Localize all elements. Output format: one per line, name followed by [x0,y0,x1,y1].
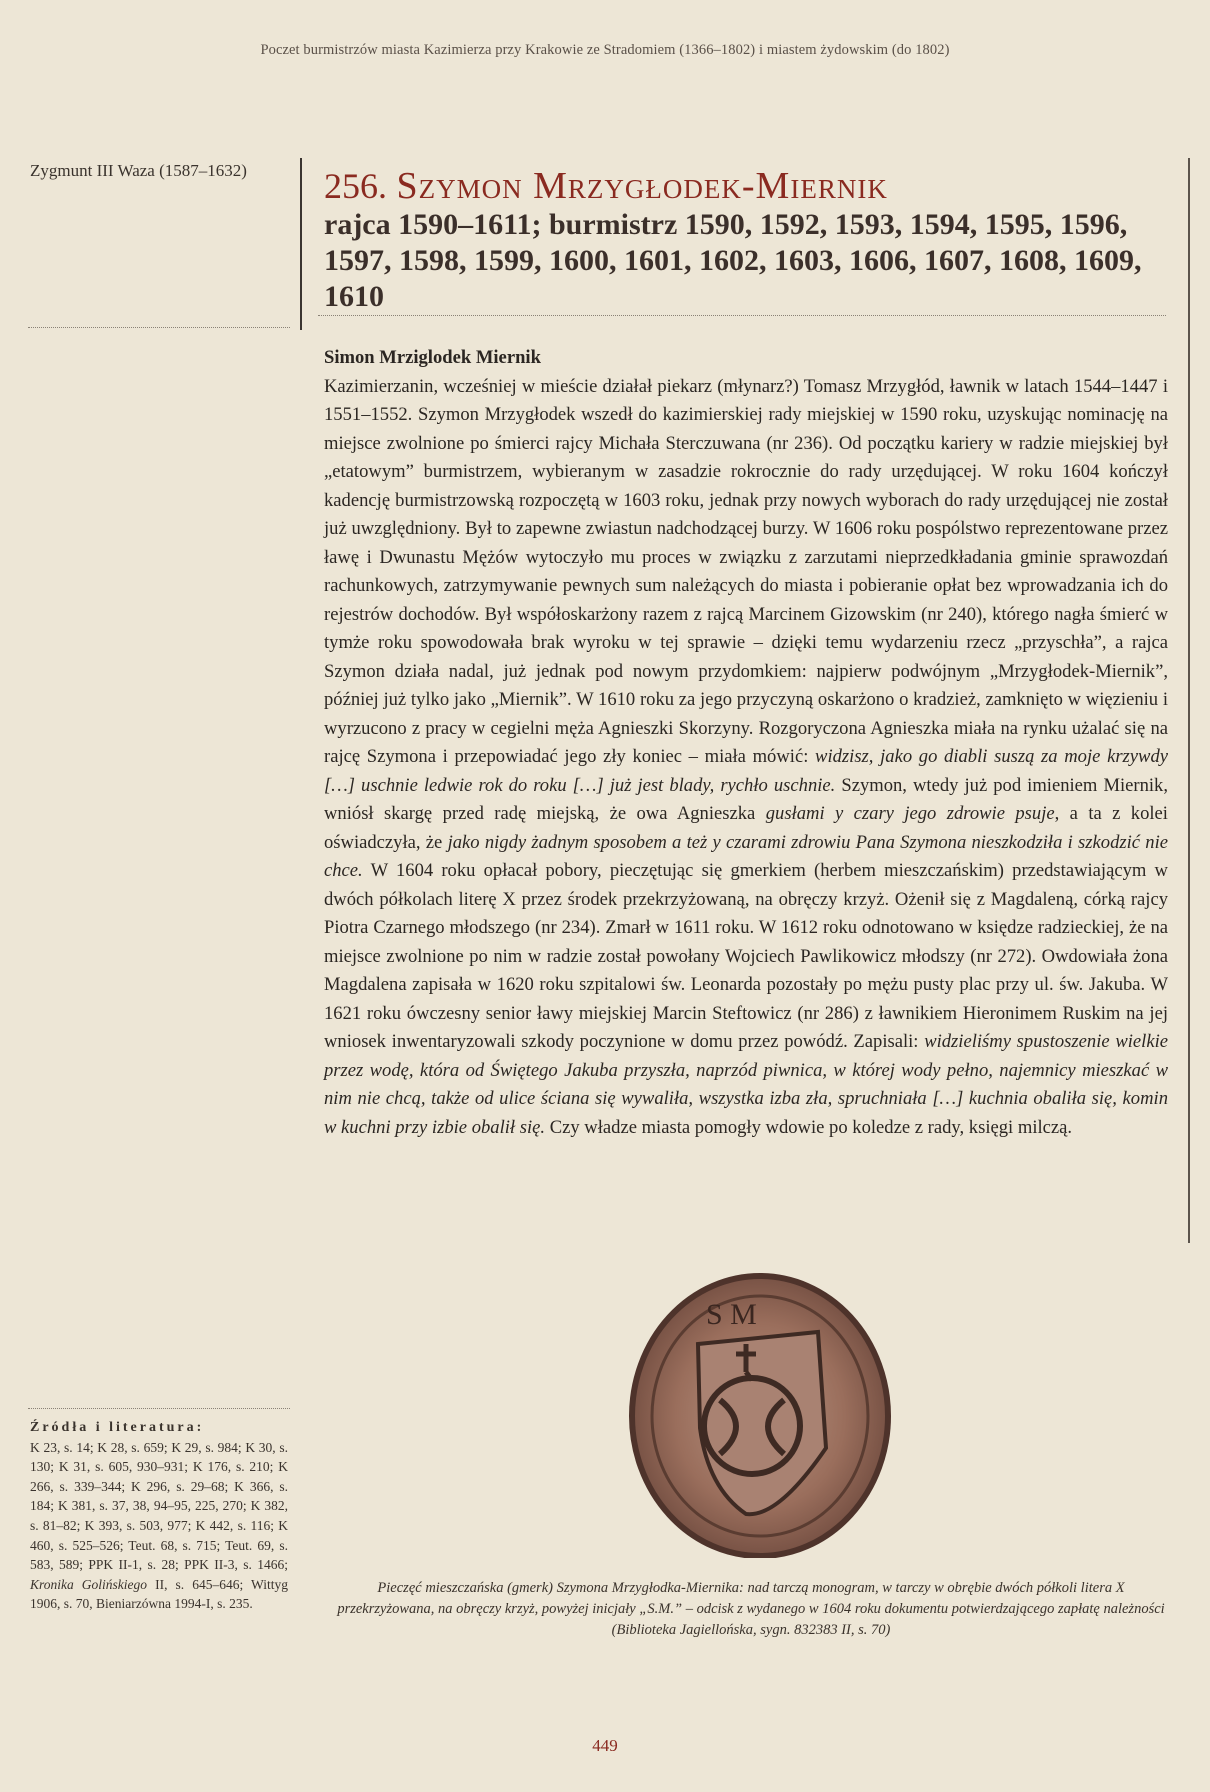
sources-part: K 23, s. 14; K 28, s. 659; K 29, s. 984; K 30, s. 130; K 31, s. 605, 930–931; K 176, s. 210; K 266, s. 339–344; K 296, s. 29–68; K 366, s. 184; K 381, s. 37, 38, 94–95, 225, 270; K 382, s. 81–82; K 393, s. 503, 977; K 442, s. 116; K 460, s. 525–526; Teut. 68, s. 715; Teut. 69, s. 583, 589; PPK II-1, s. 28; PPK II-3, s. 1466; [30,1439,288,1573]
biography-paragraph [324,373,1168,1143]
sources-part: Kronika Golińskiego [30,1576,148,1592]
sources-title: Źródła i literatura: [30,1420,205,1435]
biography-part: Szymon, wtedy już pod imieniem Miernik, wniósł skargę przed radę miejską, że owa Agnieszka [324,774,1168,824]
entry-name: Szymon Mrzygłodek-Miernik [396,165,888,207]
figure-caption [330,1578,1172,1641]
seal-monogram: S M [706,1298,757,1331]
running-head: Poczet burmistrzów miasta Kazimierza przy Krakowie ze Stradomiem (1366–1802) i miastem żydowskim (do 1802) [260,42,950,58]
title-rule [300,158,302,330]
biography-part: widzieliśmy spustoszenie wielkie przez wodę, która od Świętego Jakuba przyszła, naprzód piwnica, w której wody pełno, najemnicy mieszkać w nim nie chcą, także od ulice ściana się wywaliła, wszystka izba zła, spruchniała […] kuchnia obaliła się, komin w kuchni przy izbie obalił się. [324,1031,1168,1138]
seal-image [628,1268,892,1558]
biography-part: gusłami y czary jego zdrowie psuje [765,803,1055,824]
caption-part: Biblioteka Jagiellońska, sygn. 832383 II, s. 70 [616,1622,886,1638]
entry-number: 256. [324,166,387,206]
caption-part: ) [885,1622,891,1638]
sources-part: II, s. 645–646; Wittyg 1906, s. 70, Bieniarzówna 1994-I, s. 235. [30,1576,288,1612]
biography-part: Kazimierzanin, wcześniej w mieście działał piekarz (młynarz?) Tomasz Mrzygłód, ławnik w latach 1544–1447 i 1551–1552. Szymon Mrzygłodek wszedł do kazimierskiej rady miejskiej w 1590 roku, uzyskując nominację na miejsce zwolnione po śmierci rajcy Michała Sterczuwana (nr 236). Od początku kariery w radzie miejskiej był „etatowym” burmistrzem, wybieranym w zasadzie rokrocznie do rady urzędującej. W roku 1604 kończył kadencję burmistrzowską rozpoczętą w 1603 roku, jednak przy nowych wyborach do rady urzędującej nie został już uwzględniony. Był to zapewne zwiastun nadchodzącej burzy. W 1606 roku pospólstwo reprezentowane przez ławę i Dwunastu Mężów wytoczyło mu proces w związku z zarzutami nieprzedkładania gminie sprawozdań rachunkowych, zatrzymywanie pewnych sum należących do miasta i pobieranie opłat bez wprowadzania ich do rejestrów dochodów. Był współoskarżony razem z rajcą Marcinem Gizowskim (nr 240), którego nagła śmierć w tymże roku spowodowała brak wyroku w tej sprawie – dzięki temu wydarzeniu rzecz „przyschła”, a rajca Szymon działa nadal, już jednak pod nowym przydomkiem: najpierw podwójnym „Mrzygłodek-Miernik”, później już tylko jako „Miernik”. W 1610 roku za jego przyczyną oskarżono o kradzież, zamknięto w więzieniu i wyrzucono z pracy w cegielni męża Agnieszki Skorzyny. Rozgoryczona Agnieszka miała na rynku użalać się na rajcę Szymona i przepowiadać jego zły koniec – miała mówić: [324,375,1168,767]
caption-part: Pieczęć mieszczańska (gmerk) Szymona Mrzygłodka-Miernika: nad tarczą monogram, w tarczy w obrębie dwóch półkoli litera X przekrzyżowana, na obręczy krzyż, powyżej inicjały „S.M.” – odcisk z wydanego w 1604 roku dokumentu potwierdzającego zapłatę należności ( [337,1580,1165,1638]
biography-part: jako nigdy żadnym sposobem a też y czarami zdrowiu Pana Szymona nieszkodziła i szkodzić nie chce. [324,831,1168,881]
biography-part: , a ta z kolei oświadczyła, że [324,803,1168,853]
page-number: 449 [592,1736,618,1755]
biography-part: W 1604 roku opłacał pobory, pieczętując się gmerkiem (herbem mieszczańskim) przedstawiającym w dwóch półkolach literę X przez środek przekrzyżowaną, na obręczy krzyż. Ożenił się z Magdaleną, córką rajcy Piotra Czarnego młodszego (nr 234). Zmarł w 1611 roku. W 1612 roku odnotowano w księdze radzieckiej, że na miejsce zwolnione po nim w radzie został powołany Wojciech Pawlikowicz młodszy (nr 272). Owdowiała żona Magdalena zapisała w 1620 roku szpitalowi św. Leonarda pozostały po mężu pusty plac przy ul. św. Jakuba. W 1621 roku ówczesny senior ławy miejskiej Marcin Steftowicz (nr 286) z ławnikiem Hieronimem Ruskim na jej wniosek inwentaryzowali szkody poczynione w domu przez powódź. Zapisali: [324,860,1168,1052]
margin-separator [28,327,290,328]
right-margin-rule [1188,158,1190,1243]
biography-part: Czy władze miasta pomogły wdowie po koledze z rady, księgi milczą. [545,1116,1073,1138]
source-name-heading: Simon Mrziglodek Miernik [324,347,541,368]
entry-offices: rajca 1590–1611; burmistrz 1590, 1592, 1593, 1594, 1595, 1596, 1597, 1598, 1599, 1600, 1601, 1602, 1603, 1606, 1607, 1608, 1609, 1610 [324,208,1142,313]
entry-title [324,166,1184,206]
sources-text [30,1440,288,1612]
sources-block [30,1418,288,1614]
heading-separator [318,315,1166,316]
sources-separator [28,1408,290,1409]
reign-label: Zygmunt III Waza (1587–1632) [30,161,247,180]
entry-body [324,344,1168,1142]
biography-part: widzisz, jako go diabli suszą za moje krzywdy […] uschnie ledwie rok do roku […] już jest blady, rychło uschnie. [324,746,1168,796]
